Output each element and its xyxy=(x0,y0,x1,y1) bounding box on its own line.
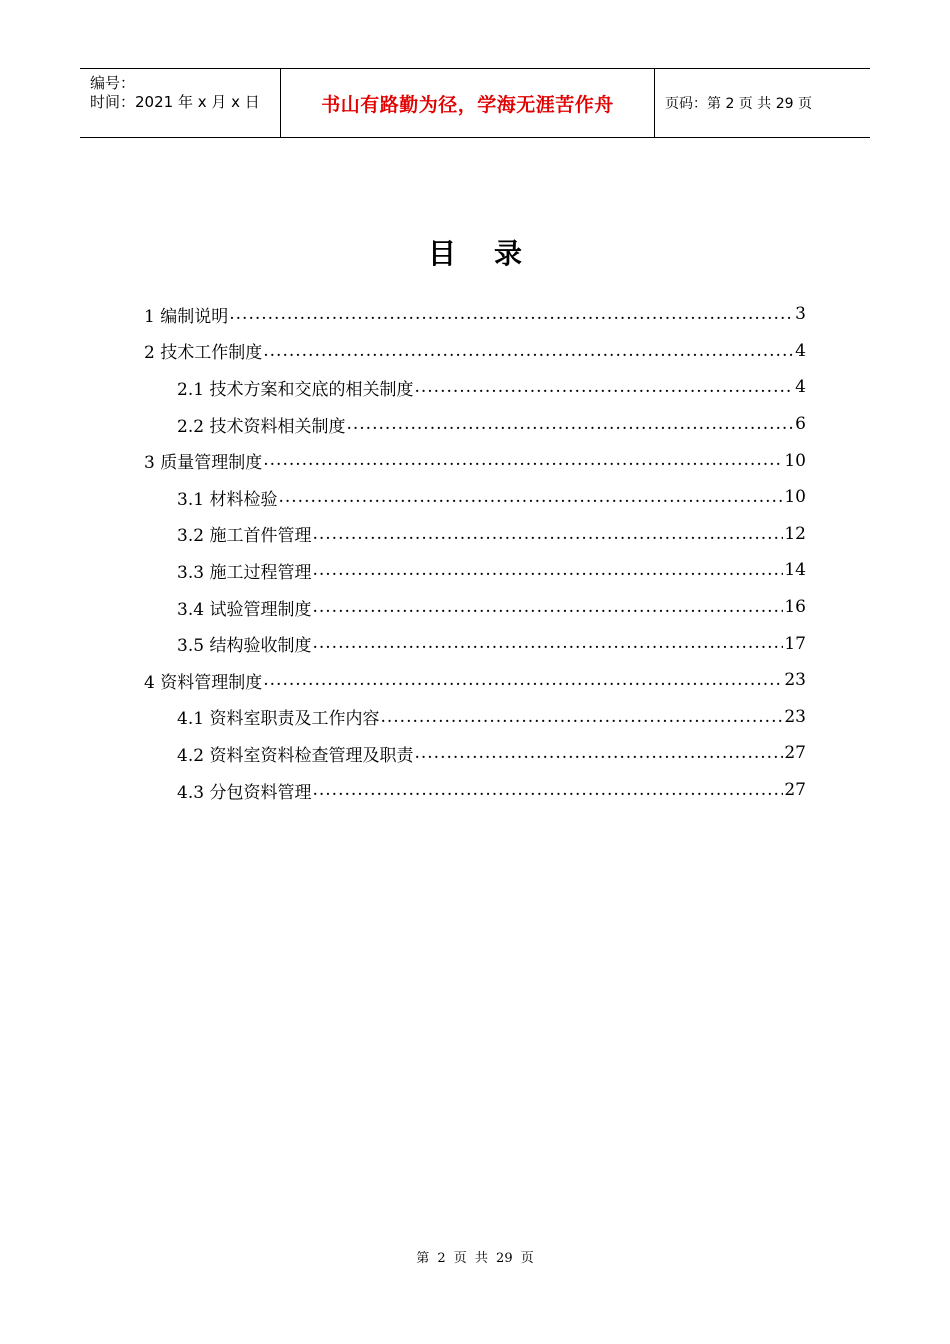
toc-entry-label: 3.5 结构验收制度 xyxy=(177,636,312,657)
toc-leader xyxy=(312,560,783,580)
toc-leader xyxy=(263,341,794,361)
toc-title: 目录 xyxy=(427,237,560,270)
toc-leader xyxy=(346,414,794,434)
toc-leader xyxy=(312,524,783,544)
toc-entry-label: 2.1 技术方案和交底的相关制度 xyxy=(177,379,414,400)
toc-entry[interactable] xyxy=(144,625,806,662)
toc-entry-label: 4.1 资料室职责及工作内容 xyxy=(177,709,380,730)
toc-entry[interactable] xyxy=(144,552,806,589)
toc-leader xyxy=(312,780,783,800)
toc-entry[interactable] xyxy=(144,296,806,333)
toc-entry-page: 16 xyxy=(784,597,806,618)
page-footer: 第 2 页 共 29 页 xyxy=(416,1251,534,1266)
toc-entry-page: 10 xyxy=(784,487,806,508)
toc-entry[interactable] xyxy=(144,369,806,406)
table-of-contents xyxy=(144,296,806,808)
toc-leader xyxy=(414,377,794,397)
toc-entry-page: 17 xyxy=(784,633,806,654)
toc-entry-page: 6 xyxy=(795,414,806,435)
toc-leader xyxy=(414,743,783,763)
toc-leader xyxy=(312,633,783,653)
page-header xyxy=(80,68,870,138)
toc-entry-page: 3 xyxy=(795,304,806,325)
document-date: 时间：2021 年 x 月 x 日 xyxy=(90,93,260,111)
toc-leader xyxy=(278,487,783,507)
toc-entry[interactable] xyxy=(144,735,806,772)
toc-entry[interactable] xyxy=(144,442,806,479)
toc-entry[interactable] xyxy=(144,516,806,553)
toc-entry-page: 10 xyxy=(784,450,806,471)
toc-entry-label: 2.2 技术资料相关制度 xyxy=(177,416,346,437)
toc-entry-page: 14 xyxy=(784,560,806,581)
toc-entry-label: 3.2 施工首件管理 xyxy=(177,526,312,547)
toc-entry-page: 27 xyxy=(784,780,806,801)
toc-entry-label: 1 编制说明 xyxy=(144,306,229,327)
toc-entry[interactable] xyxy=(144,662,806,699)
toc-leader xyxy=(229,304,794,324)
toc-entry-page: 27 xyxy=(784,743,806,764)
toc-entry-label: 3.4 试验管理制度 xyxy=(177,599,312,620)
toc-entry[interactable] xyxy=(144,699,806,736)
toc-leader xyxy=(312,597,783,617)
toc-entry-label: 4 资料管理制度 xyxy=(144,672,263,693)
toc-entry-page: 4 xyxy=(795,377,806,398)
toc-entry-label: 3.3 施工过程管理 xyxy=(177,562,312,583)
toc-entry-page: 23 xyxy=(784,670,806,691)
header-page-info: 页码：第 2 页 共 29 页 xyxy=(665,96,812,112)
toc-leader xyxy=(263,450,783,470)
toc-entry[interactable] xyxy=(144,333,806,370)
toc-leader xyxy=(380,707,783,727)
toc-entry-label: 2 技术工作制度 xyxy=(144,343,263,364)
toc-entry-label: 4.2 资料室资料检查管理及职责 xyxy=(177,745,414,766)
header-meta xyxy=(80,69,281,137)
toc-entry[interactable] xyxy=(144,479,806,516)
toc-leader xyxy=(263,670,783,690)
toc-entry[interactable] xyxy=(144,772,806,809)
toc-entry-label: 4.3 分包资料管理 xyxy=(177,782,312,803)
toc-entry-page: 12 xyxy=(784,523,806,544)
toc-entry[interactable] xyxy=(144,406,806,443)
toc-entry-label: 3.1 材料检验 xyxy=(177,489,278,510)
header-motto: 书山有路勤为径，学海无涯苦作舟 xyxy=(281,69,655,137)
toc-entry-page: 4 xyxy=(795,340,806,361)
toc-entry[interactable] xyxy=(144,589,806,626)
toc-entry-page: 23 xyxy=(784,706,806,727)
document-number: 编号： xyxy=(90,74,136,92)
toc-entry-label: 3 质量管理制度 xyxy=(144,453,263,474)
